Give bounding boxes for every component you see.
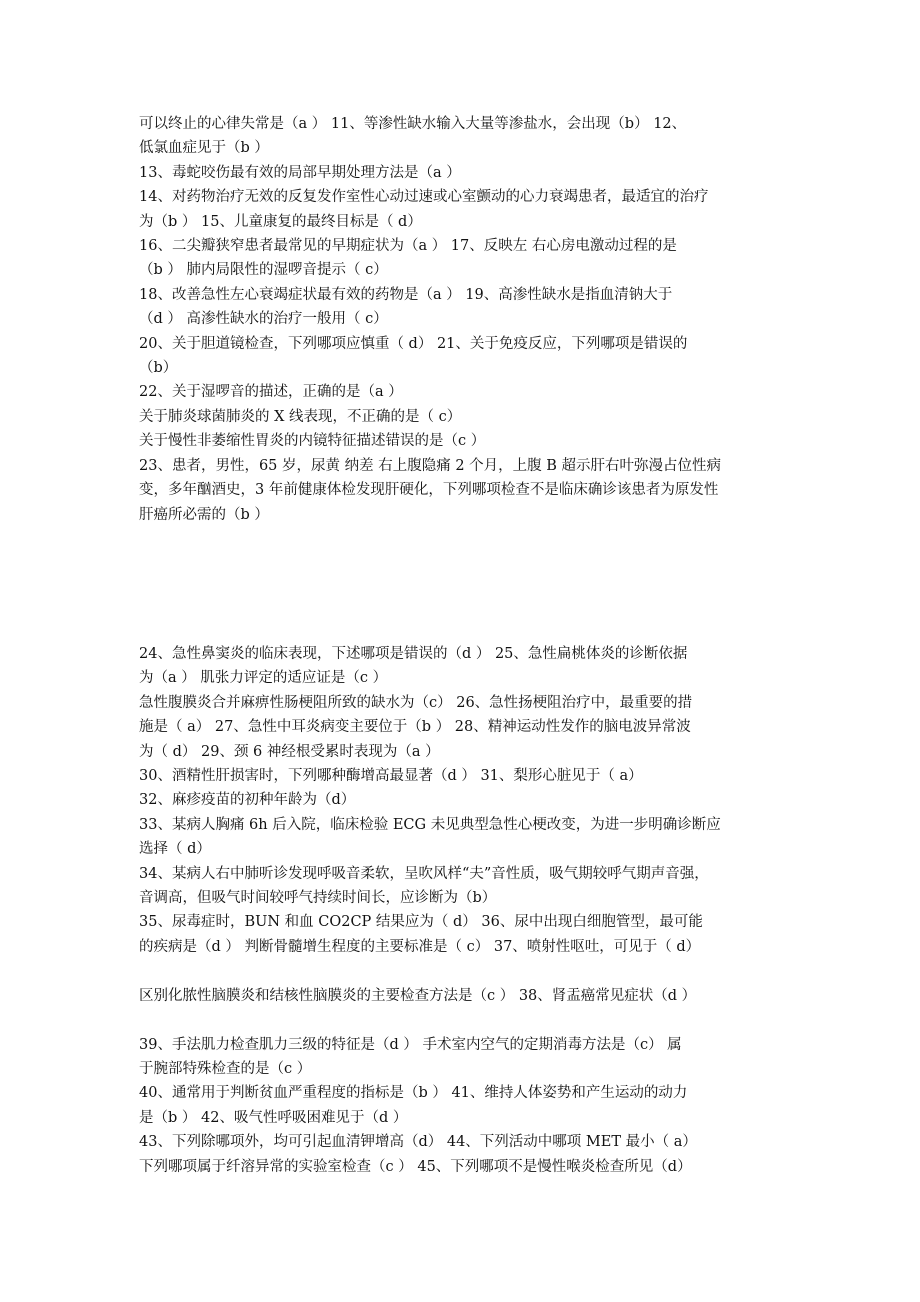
text-line: 43、下列除哪项外，均可引起血清钾增高（d） 44、下列活动中哪项 MET 最小（ a） <box>139 1134 697 1151</box>
text-line: （d ） 高渗性缺水的治疗一般用（ c） <box>139 311 388 328</box>
text-line: 14、对药物治疗无效的反复发作室性心动过速或心室颤动的心力衰竭患者，最适宜的治疗 <box>139 189 709 206</box>
text-line: （b ） 肺内局限性的湿啰音提示（ c） <box>139 262 388 279</box>
text-line: 30、酒精性肝损害时，下列哪种酶增高最显著（d ） 31、梨形心脏见于（ a） <box>139 768 643 785</box>
text-line <box>139 959 789 983</box>
text-line: 为（a ） 肌张力评定的适应证是（c ） <box>139 670 388 687</box>
text-line: 音调高，但吸气时间较呼气持续时间长，应诊断为（b） <box>139 890 497 907</box>
text-line: 35、尿毒症时，BUN 和血 CO2CP 结果应为（ d） 36、尿中出现白细胞管型，最可能 <box>139 914 703 931</box>
text-line: 24、急性鼻窦炎的临床表现，下述哪项是错误的（d ） 25、急性扁桃体炎的诊断依据 <box>139 646 688 662</box>
question-block-2 <box>139 642 789 1179</box>
text-line: 32、麻疹疫苗的初种年龄为（d） <box>139 792 356 809</box>
text-line: 急性腹膜炎合并麻痹性肠梗阻所致的缺水为（c） 26、急性扬梗阻治疗中，最重要的措 <box>139 694 693 711</box>
text-line: （b） <box>139 360 178 377</box>
text-line: 为（b ） 15、儿童康复的最终目标是（ d） <box>139 213 422 230</box>
text-line: 34、某病人右中肺听诊发现呼吸音柔软，呈吹风样“夫”音性质，吸气期较呼气期声音强， <box>139 865 709 882</box>
text-line: 22、关于湿啰音的描述，正确的是（a ） <box>139 384 403 401</box>
text-line: 于腕部特殊检查的是（c ） <box>139 1060 312 1077</box>
question-block-1 <box>139 112 789 527</box>
text-line: 39、手法肌力检查肌力三级的特征是（d ） 手术室内空气的定期消毒方法是（c） 属 <box>139 1036 682 1053</box>
text-line: 选择（ d） <box>139 841 211 858</box>
text-line: 可以终止的心律失常是（a ） 11、等渗性缺水输入大量等渗盐水，会出现（b） 12、 <box>139 116 687 132</box>
text-line: 关于肺炎球菌肺炎的 X 线表现，不正确的是（ c） <box>139 408 462 425</box>
text-line: 低氯血症见于（b ） <box>139 140 269 157</box>
text-line: 40、通常用于判断贫血严重程度的指标是（b ） 41、维持人体姿势和产生运动的动力 <box>139 1085 688 1102</box>
text-line: 区别化脓性脑膜炎和结核性脑膜炎的主要检查方法是（c ） 38、肾盂癌常见症状（d ） <box>139 987 697 1004</box>
text-line: 关于慢性非萎缩性胃炎的内镜特征描述错误的是（c ） <box>139 433 486 450</box>
text-line: 变，多年酗酒史，3 年前健康体检发现肝硬化，下列哪项检查不是临床确诊该患者为原发性 <box>139 482 719 499</box>
text-line <box>139 1008 789 1032</box>
text-line: 下列哪项属于纤溶异常的实验室检查（c ） 45、下列哪项不是慢性喉炎检查所见（d） <box>139 1158 692 1175</box>
text-line: 肝癌所必需的（b ） <box>139 506 269 523</box>
text-line: 18、改善急性左心衰竭症状最有效的药物是（a ） 19、高渗性缺水是指血清钠大于 <box>139 286 673 303</box>
text-line: 为（ d） 29、颈 6 神经根受累时表现为（a ） <box>139 743 440 760</box>
text-line: 的疾病是（d ） 判断骨髓增生程度的主要标准是（ c） 37、喷射性呕吐，可见于（ d） <box>139 938 701 955</box>
text-line: 是（b ） 42、吸气性呼吸困难见于（d ） <box>139 1109 408 1126</box>
text-line: 23、患者，男性，65 岁，尿黄 纳差 右上腹隐痛 2 个月，上腹 B 超示肝右叶弥漫占位性病 <box>139 457 722 474</box>
text-line: 20、关于胆道镜检查，下列哪项应慎重（ d） 21、关于免疫反应，下列哪项是错误的 <box>139 335 688 352</box>
text-line: 施是（ a） 27、急性中耳炎病变主要位于（b ） 28、精神运动性发作的脑电波异常波 <box>139 719 691 736</box>
text-line: 33、某病人胸痛 6h 后入院，临床检验 ECG 未见典型急性心梗改变，为进一步明确诊断应 <box>139 816 721 833</box>
text-line: 16、二尖瓣狭窄患者最常见的早期症状为（a ） 17、反映左 右心房电激动过程的是 <box>139 238 677 255</box>
text-line: 13、毒蛇咬伤最有效的局部早期处理方法是（a ） <box>139 164 461 181</box>
